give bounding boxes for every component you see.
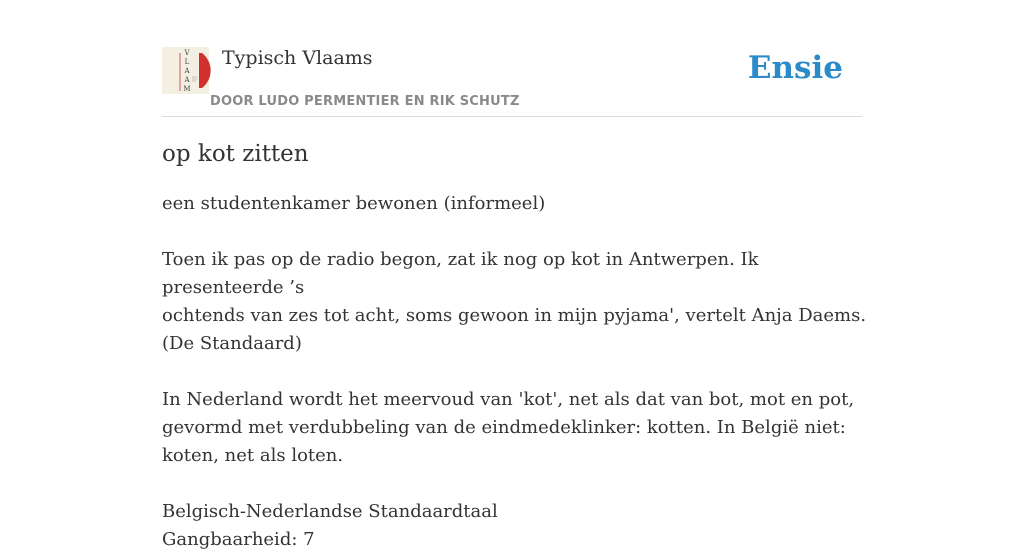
entry-meta — [162, 498, 867, 554]
entry-content — [162, 138, 867, 554]
header — [162, 44, 862, 117]
entry-definition: een studentenkamer bewonen (informeel) — [162, 193, 546, 214]
spacer — [162, 470, 867, 498]
book-title[interactable]: Typisch Vlaams — [222, 47, 373, 69]
book-authors: DOOR LUDO PERMENTIER EN RIK SCHUTZ — [210, 94, 520, 109]
entry-label: Belgisch-Nederlandse Standaardtaal — [162, 501, 498, 522]
entry-body — [162, 190, 867, 554]
book-cover-logo-icon[interactable] — [162, 47, 209, 94]
ensie-brand-link[interactable]: Ensie — [747, 50, 843, 86]
svg-text:L: L — [184, 58, 190, 66]
entry-title: op kot zitten — [162, 141, 309, 167]
svg-text:V: V — [184, 49, 190, 57]
entry-example-line2: ochtends van zes tot acht, soms gewoon in mijn pyjama', vertelt Anja Daems. — [162, 305, 867, 326]
entry-example — [162, 246, 867, 358]
entry-category: Gangbaarheid: 7 — [162, 529, 315, 550]
spacer — [162, 358, 867, 386]
spacer — [162, 218, 867, 246]
svg-text:A: A — [184, 67, 190, 75]
entry-example-source: (De Standaard) — [162, 333, 302, 354]
entry-example-line1: Toen ik pas op de radio begon, zat ik nog op kot in Antwerpen. Ik presenteerde ’s — [162, 249, 759, 298]
svg-text:M: M — [183, 85, 191, 93]
entry-note: In Nederland wordt het meervoud van 'kot', net als dat van bot, mot en pot, gevormd met verdubbeling van de eindmedeklinker: kotten. In België niet: koten, net als loten. — [162, 389, 855, 466]
svg-text:A: A — [184, 76, 190, 84]
